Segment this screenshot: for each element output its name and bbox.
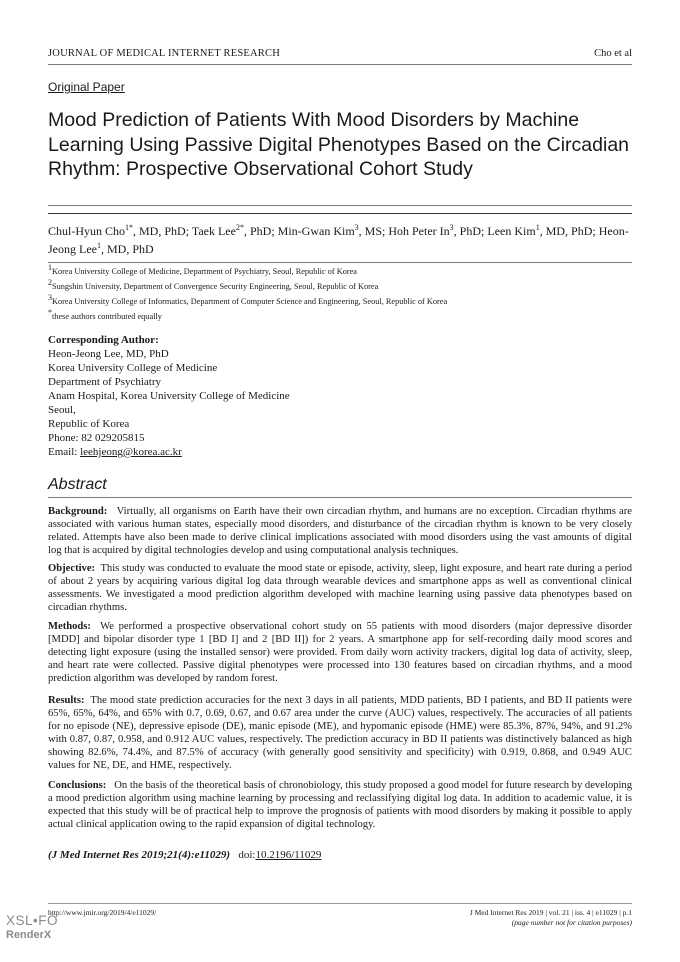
corresponding-author bbox=[48, 333, 290, 459]
email-link[interactable]: leehjeong@korea.ac.kr bbox=[80, 446, 182, 458]
corresponding-line: Anam Hospital, Korea University College of Medicine bbox=[48, 390, 290, 402]
title-rule-top bbox=[48, 205, 632, 206]
corresponding-line: Heon-Jeong Lee, MD, PhD bbox=[48, 348, 169, 360]
title-rule-bottom bbox=[48, 213, 632, 214]
citation: (J Med Internet Res 2019;21(4):e11029) doi:10.2196/11029 bbox=[48, 849, 322, 861]
doi-link[interactable]: 10.2196/11029 bbox=[255, 849, 322, 861]
running-author: Cho et al bbox=[594, 48, 632, 59]
abstract-conclusions: Conclusions: On the basis of the theoretical basis of chronobiology, this study proposed a good model for future research by developing a mood prediction algorithm using machine learning by processing and reclassifying digital log data. In addition to academic value, it is expected that this study will be of practical help to improve the prognosis of patients with mood disorders by making it possible to apply actual clinical application owing to the rapid expansion of digital technology. bbox=[48, 780, 632, 831]
authors-rule bbox=[48, 262, 632, 263]
author: Leen Kim$^1$, MD, PhD bbox=[487, 223, 593, 238]
header-rule bbox=[48, 64, 632, 65]
corresponding-line: Korea University College of Medicine bbox=[48, 362, 218, 374]
paper-title: Mood Prediction of Patients With Mood Disorders by Machine Learning Using Passive Digital Phenotypes Based on the Circadian Rhythm: Prospective Observational Cohort Study bbox=[48, 109, 630, 180]
abstract-results: Results: The mood state prediction accuracies for the next 3 days in all patients, MDD patients, BD I patients, and BD II patients were 65%, 65%, 64%, and 65% with 0.7, 0.69, 0.67, and 0.67 area under the curve (AUC) values, respectively. The accuracies of all patients for no episode (NE), depressive episode (DE), manic episode (ME), and hypomanic episode (HME) were 85.3%, 87%, 94%, and 91.2% with 0.87, 0.87, 0.958, and 0.912 AUC values, respectively. The prediction accuracy in BD II patients was distinctively balanced as high showing 82.6%, 74.4%, and 87.5% of accuracy (with generally good sensitivity and specificity) with 0.919, 0.868, and 0.949 AUC values for NE, DE, and HME, respectively. bbox=[48, 695, 632, 772]
corresponding-phone: Phone: 82 029205815 bbox=[48, 432, 145, 444]
affiliation: $^1$Korea University College of Medicine, Department of Psychiatry, Seoul, Republic of Korea bbox=[48, 263, 357, 276]
xslfo-watermark: XSL•FO RenderX bbox=[6, 913, 58, 941]
corresponding-email-row: Email: leehjeong@korea.ac.kr bbox=[48, 446, 182, 458]
author: Chul-Hyun Cho$^{1*}$, MD, PhD bbox=[48, 223, 186, 238]
author: Heon-Jeong Lee$^1$, MD, PhD bbox=[48, 224, 629, 256]
journal-name: JOURNAL OF MEDICAL INTERNET RESEARCH bbox=[48, 48, 280, 59]
abstract-background: Background: Virtually, all organisms on Earth have their own circadian rhythm, and humans are no exception. Circadian rhythms are associated with various human states, especially mood disorders, and disturbance of the circadian rhythm is known to be very closely related. Attempts have also been made to derive clinical implications associated with mood disorders using the vast amounts of digital log that is acquired by digital technologies develop and using computational analysis techniques. bbox=[48, 506, 632, 557]
abstract-rule bbox=[48, 497, 632, 498]
author: Taek Lee$^{2*}$, PhD bbox=[191, 223, 272, 238]
citation-ref: (J Med Internet Res 2019;21(4):e11029) bbox=[48, 849, 231, 861]
article-type: Original Paper bbox=[48, 80, 125, 94]
corresponding-line: Republic of Korea bbox=[48, 418, 130, 430]
affiliation: $^3$Korea University College of Informatics, Department of Computer Science and Engineering, Seoul, Republic of Korea bbox=[48, 293, 448, 306]
author-list: Chul-Hyun Cho$^{1*}$, MD, PhD; Taek Lee$^{2*}$, PhD; Min-Gwan Kim$^3$, MS; Hoh Peter In$^3$, PhD; Leen Kim$^1$, MD, PhD; Heon-Jeong Lee$^1$, MD, PhD bbox=[48, 223, 629, 256]
footer-journal-ref: J Med Internet Res 2019 | vol. 21 | iss. 4 | e11029 | p.1 bbox=[469, 908, 632, 917]
affiliation-note: *these authors contributed equally bbox=[48, 308, 162, 321]
abstract-objective: Objective: This study was conducted to evaluate the mood state or episode, activity, sleep, light exposure, and heart rate during a period of about 2 years by acquiring various digital log data through wearable devices and smartphone apps as well as conventional clinical assessments. We investigated a mood prediction algorithm developed with machine learning using passive data phenotypes based on circadian rhythms. bbox=[48, 563, 632, 614]
footer-rule bbox=[48, 903, 632, 904]
corresponding-line: Seoul, bbox=[48, 404, 76, 416]
author: Min-Gwan Kim$^3$, MS bbox=[277, 223, 382, 238]
footer-note: (page number not for citation purposes) bbox=[511, 918, 632, 927]
footer-url: http://www.jmir.org/2019/4/e11029/ bbox=[48, 908, 157, 917]
corresponding-label: Corresponding Author: bbox=[48, 334, 159, 346]
affiliation: $^2$Sungshin University, Department of Convergence Security Engineering, Seoul, Republic of Korea bbox=[48, 278, 379, 291]
abstract-heading: Abstract bbox=[48, 476, 107, 493]
abstract-methods: Methods: We performed a prospective observational cohort study on 55 patients with mood disorders (major depressive disorder [MDD] and bipolar disorder type 1 [BD I] and 2 [BD II]) for 2 years. A smartphone app for self-recording daily mood scores and detecting light exposure (using the installed sensor) were provided. From daily worn activity trackers, digital log data of activity, sleep, and heart rate were collected. Passive digital phenotypes were processed into 130 features based on circadian rhythms, and a mood prediction algorithm was developed by random forest. bbox=[48, 621, 632, 685]
corresponding-line: Department of Psychiatry bbox=[48, 376, 162, 388]
author: Hoh Peter In$^3$, PhD bbox=[388, 223, 482, 238]
